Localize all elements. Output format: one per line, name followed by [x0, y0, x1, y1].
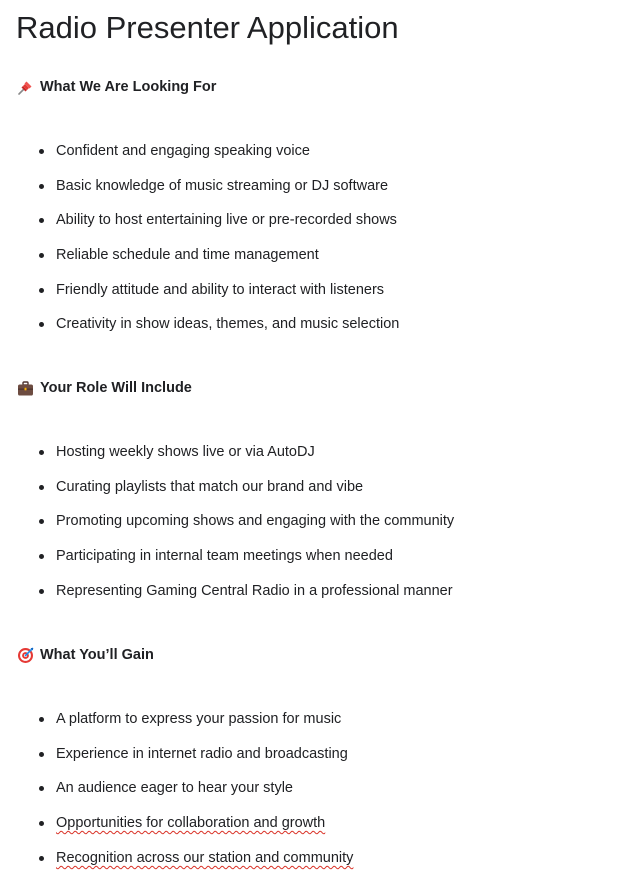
- bullet-dot: [39, 821, 44, 826]
- section-heading-looking-for: [17, 76, 216, 98]
- bullet-dot: [39, 717, 44, 722]
- spellcheck-flagged-text[interactable]: Opportunities for collaboration and growth: [56, 815, 326, 832]
- section-heading-label: Your Role Will Include: [40, 380, 192, 396]
- list-item: Promoting upcoming shows and engaging with the community: [0, 511, 637, 546]
- section-heading-label: What You’ll Gain: [40, 647, 154, 663]
- gain-list: [0, 709, 637, 882]
- bullet-dot: [39, 184, 44, 189]
- bullet-dot: [39, 752, 44, 757]
- pushpin-icon: [17, 79, 34, 96]
- list-item: Participating in internal team meetings when needed: [0, 546, 637, 581]
- page-title: Radio Presenter Application: [16, 10, 399, 45]
- bullet-dot: [39, 519, 44, 524]
- list-item: Experience in internet radio and broadcasting: [0, 744, 637, 779]
- bullet-dot: [39, 856, 44, 861]
- bullet-dot: [39, 589, 44, 594]
- bullet-dot: [39, 554, 44, 559]
- section-heading-label: What We Are Looking For: [40, 79, 217, 95]
- section-heading-role: [17, 377, 192, 399]
- bullet-dot: [39, 322, 44, 327]
- list-item: Friendly attitude and ability to interact with listeners: [0, 280, 637, 315]
- list-item: [0, 848, 637, 883]
- bullet-dot: [39, 149, 44, 154]
- list-item: Hosting weekly shows live or via AutoDJ: [0, 442, 637, 477]
- list-item: Curating playlists that match our brand and vibe: [0, 477, 637, 512]
- section-heading-gain: [17, 644, 154, 666]
- bullet-dot: [39, 288, 44, 293]
- briefcase-icon: [17, 380, 34, 397]
- list-item: Basic knowledge of music streaming or DJ software: [0, 176, 637, 211]
- bullet-dot: [39, 450, 44, 455]
- bullet-dot: [39, 253, 44, 258]
- target-icon: [17, 647, 34, 664]
- list-item: An audience eager to hear your style: [0, 778, 637, 813]
- bullet-dot: [39, 786, 44, 791]
- bullet-dot: [39, 218, 44, 223]
- list-item: Reliable schedule and time management: [0, 245, 637, 280]
- looking-for-list: [0, 141, 637, 349]
- role-list: [0, 442, 637, 615]
- list-item: [0, 813, 637, 848]
- list-item: Representing Gaming Central Radio in a professional manner: [0, 581, 637, 616]
- list-item: Ability to host entertaining live or pre-recorded shows: [0, 210, 637, 245]
- bullet-dot: [39, 485, 44, 490]
- list-item: Confident and engaging speaking voice: [0, 141, 637, 176]
- spellcheck-flagged-text[interactable]: Recognition across our station and community: [56, 849, 354, 866]
- list-item: A platform to express your passion for music: [0, 709, 637, 744]
- list-item: Creativity in show ideas, themes, and music selection: [0, 314, 637, 349]
